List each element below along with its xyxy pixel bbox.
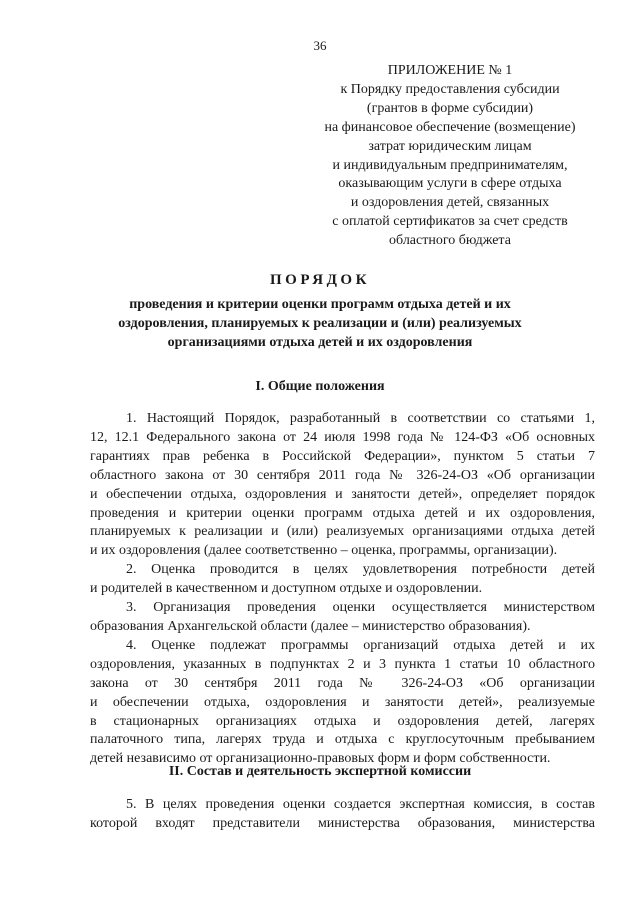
paragraph-2: [90, 561, 595, 599]
paragraph-line: образования Архангельской области (далее – министерство образования).: [90, 618, 531, 634]
paragraph-line: гарантиях прав ребенка в Российской Федерации», пунктом 5 статьи 7: [90, 448, 595, 464]
page-number: 36: [313, 38, 327, 53]
appendix-line: к Порядку предоставления субсидии: [340, 81, 560, 97]
document-title: ПОРЯДОК: [270, 272, 370, 288]
paragraph-5: [90, 796, 595, 834]
section-heading-general: I. Общие положения: [255, 379, 385, 394]
appendix-line: оказывающим услуги в сфере отдыха: [338, 176, 562, 192]
appendix-line: и оздоровления детей, связанных: [350, 195, 550, 211]
section-commission-body: [90, 796, 595, 834]
section-general-body: [90, 410, 595, 769]
appendix-line: (грантов в форме субсидии): [366, 100, 534, 116]
appendix-block: [300, 62, 600, 251]
document-title-block: [90, 270, 550, 352]
paragraph-4: [90, 637, 595, 769]
paragraph-line: 4. Оценке подлежат программы организаций отдыха детей и их: [126, 637, 595, 653]
appendix-line: областного бюджета: [389, 233, 511, 249]
paragraph-line: 2. Оценка проводится в целях удовлетворения потребности детей: [126, 562, 595, 578]
paragraph-3: [90, 599, 595, 637]
paragraph-line: и родителей в качественном и доступном отдыхе и оздоровлении.: [90, 581, 483, 597]
appendix-line: и индивидуальным предпринимателям,: [332, 157, 568, 173]
paragraph-line: планируемых к реализации и (или) реализуемых организациями отдыха детей: [90, 524, 595, 540]
paragraph-line: областного закона от 30 сентября 2011 года № 326-24-ОЗ «Об организации: [90, 467, 595, 483]
paragraph-line: 5. В целях проведения оценки создается экспертная комиссия, в состав: [126, 797, 595, 812]
section-heading-expert-commission: II. Состав и деятельность экспертной комиссии: [168, 764, 472, 779]
appendix-line: на финансовое обеспечение (возмещение): [324, 119, 576, 135]
appendix-line: ПРИЛОЖЕНИЕ № 1: [387, 63, 513, 78]
paragraph-line: и обеспечении отдыха, оздоровления и занятости детей», реализуемые: [90, 694, 595, 710]
paragraph-line: оздоровления, указанных в подпунктах 2 и 3 пункта 1 статьи 10 областного: [90, 656, 595, 672]
paragraph-1: [90, 410, 595, 561]
paragraph-line: 12, 12.1 Федерального закона от 24 июля 1998 года № 124-ФЗ «Об основных: [90, 429, 595, 445]
paragraph-line: палаточного типа, лагерях труда и отдыха с круглосуточным пребыванием: [90, 732, 595, 748]
paragraph-line: которой входят представители министерства образования, министерства: [90, 815, 595, 831]
appendix-line: затрат юридическим лицам: [368, 138, 532, 154]
appendix-line: с оплатой сертификатов за счет средств: [332, 214, 568, 230]
paragraph-line: 3. Организация проведения оценки осуществляется министерством: [126, 600, 595, 616]
document-subtitle: [90, 295, 550, 352]
subtitle-line: оздоровления, планируемых к реализации и (или) реализуемых: [118, 316, 522, 331]
paragraph-line: и их оздоровления (далее соответственно – оценка, программы, организации).: [90, 543, 558, 559]
paragraph-line: проведения и критерии оценки программ отдыха детей и их оздоровления,: [90, 505, 595, 521]
paragraph-line: 1. Настоящий Порядок, разработанный в соответствии со статьями 1,: [126, 411, 595, 426]
paragraph-line: в стационарных организациях отдыха и оздоровления детей, лагерях: [90, 713, 595, 729]
paragraph-line: и обеспечении отдыха, оздоровления и занятости детей», определяет порядок: [90, 486, 595, 502]
paragraph-line: детей независимо от организационно-правовых форм и форм собственности.: [90, 751, 551, 767]
subtitle-line: проведения и критерии оценки программ отдыха детей и их: [129, 297, 511, 312]
subtitle-line: организациями отдыха детей и их оздоровления: [167, 335, 473, 350]
paragraph-line: закона от 30 сентября 2011 года № 326-24-ОЗ «Об организации: [90, 675, 595, 691]
